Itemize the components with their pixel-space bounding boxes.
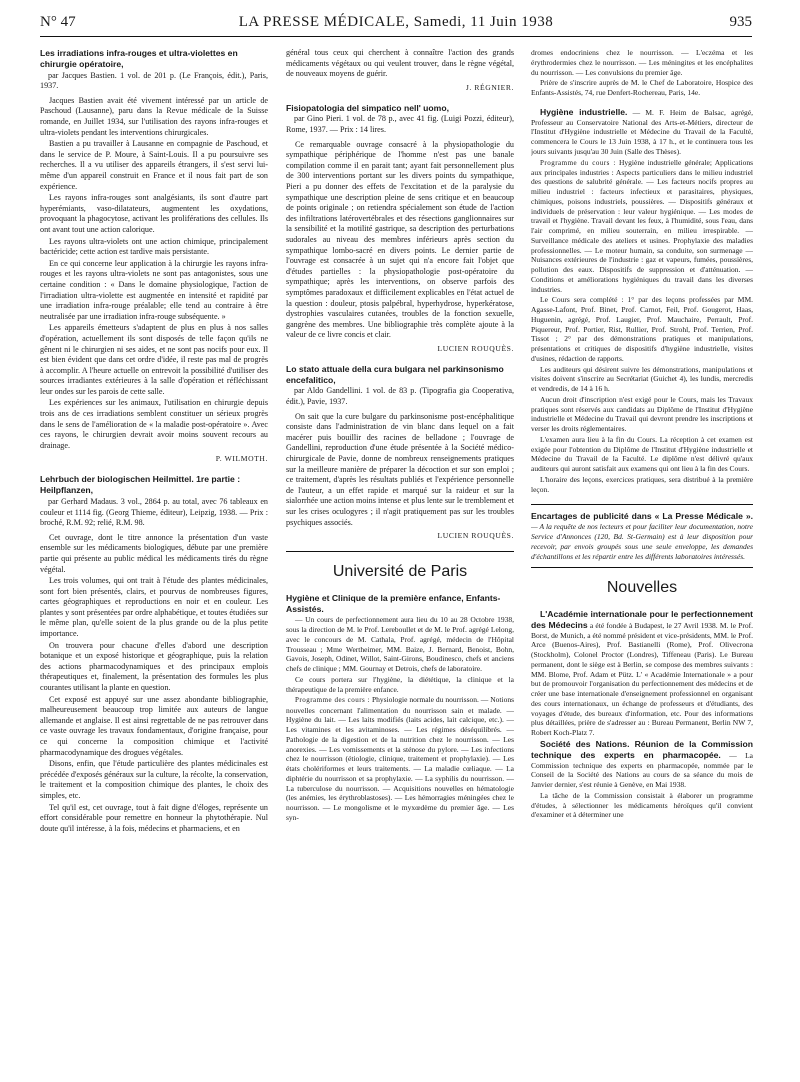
page-number: 935 (729, 14, 752, 30)
signature: P. WILMOTH. (215, 454, 268, 464)
program-label: Programme des cours : (295, 696, 371, 705)
paragraph: Aucun droit d'inscription n'est exigé pour le Cours, mais les Travaux pratiques sont réservés aux candidats au Diplôme de l'Institut d'Hygiène industrielle et Médecine du Travail qui devront prendre les inscriptions et verser les droits réglementaires. (531, 394, 753, 434)
news-paragraph: L'Académie internationale pour le perfectionnement des Médecins a été fondée à Budapest, le 27 Avril 1938. M. le Prof. Borst, de Munich, a été nommé président et vice-présidents, MM. le Prof. Arce (Buenos-Aires), Prof. Bastianelli (Rome), Prof. Olivecrona (Stockholm), Colonel Proctor (Londres), Tiffeneau (Paris). Le Bureau permanent, dont le siège est à Berlin, se compose des membres suivants : MM. Blome, Prof. Adam et Pütz. L' « Académie Internationale » a pour but de promouvoir l'organisation du perfectionnement des médecins et de créer une base internationale d'enseignement professionnel en organisant des cours internationaux, un échange de professeurs et d'étudiants, des voyages d'étude, des bureaux d'information, etc. Pour des informations plus détaillées, prière de s'adresser au : Bureau Permanent, Berlin NW 7, Robert Koch-Platz 7. (531, 609, 753, 738)
news-heading: Hygiène et Clinique de la première enfance, Enfants-Assistés. (286, 592, 501, 614)
news-heading: L'Académie internationale pour le perfectionnement des Médecins (531, 609, 753, 630)
news-paragraph: Hygiène industrielle. — M. F. Heim de Balsac, agrégé, Professeur au Conservatoire National des Arts-et-Métiers, directeur de l'Institut d'Hygiène industrielle et Médecine du Travail de la Faculté, commencera le Cours le 13 Juin 1938, à 17 h., et le continuera tous les jours suivants jusqu'au 30 Juin (Salle des Thèses). (531, 106, 753, 156)
signature: LUCIEN ROUQUÈS. (437, 343, 514, 353)
paragraph: Les appareils émetteurs s'adaptent de plus en plus à nos salles d'opération, actuellement ils sont disposés de telle façon qu'ils ne gênent ni le chirurgien ni ses aides, et ne sont pas nocifs pour eux. Il est bien évident que dans cet ordre d'idée, il reste pas mal de progrès à accomplir. A l'heure actuelle on entrevoit la possibilité d'utiliser des sources irradiantes extérieures à la salle d'opération et réfléchissant leur ondes sur les parois de cette salle. (40, 323, 268, 396)
paragraph: Les auditeurs qui désirent suivre les démonstrations, manipulations et visites doivent s'inscrire au Secrétariat (Guichet 4), les lundis, mercredis et vendredis, de 14 à 16 h. (531, 364, 753, 394)
column-3 (531, 48, 753, 1070)
paragraph: Prière de s'inscrire auprès de M. le Chef de Laboratoire, Hospice des Enfants-Assistés, 74, rue Denfert-Rochereau, Paris, 14e. (531, 78, 753, 97)
paragraph: Les trois volumes, qui ont trait à l'étude des plantes médicinales, sont fort bien présentés, clairs, et pourvus de nombreuses figures, cartes géographiques et reproductions en noir et en couleur. Les plantes y sont présentées par ordre alphabétique, et toutes étudiées sur le même plan, qu'elle soient de la plus grande ou de la plus petite importance. (40, 576, 268, 639)
program-paragraph (531, 158, 753, 295)
paragraph: Les rayons ultra-violets ont une action chimique, principalement bactéricide; cette action est tardive mais persistante. (40, 236, 268, 257)
review-title-cura-bulgara: Lo stato attuale della cura bulgara nel parkinsonismo encefalitico, (286, 363, 504, 385)
program-paragraph (286, 695, 514, 822)
paragraph: L'horaire des leçons, exercices pratiques, sera distribué à la première leçon. (531, 474, 753, 494)
paragraph: Disons, enfin, que l'étude particulière des plantes médicinales est précédée d'exposés généraux sur la culture, la récolte, la conservation, le traitement et la composition chimique des plantes, le choix des simples, etc. (40, 759, 268, 800)
notice-text: — A la requête de nos lecteurs et pour faciliter leur documentation, notre Service d'Annonces (120, Bd. St-Germain) est à leur disposition pour recevoir, par envois groupés sous une seule enveloppe, les demandes d'échantillons et les répartir entre les différents laboratoires intéressés. (531, 522, 753, 561)
notice-heading: Encartages de publicité dans « La Presse Médicale ». (531, 511, 753, 522)
paragraph: En ce qui concerne leur application à la chirurgie les rayons infra-rouges et les rayons ultra-violets ne sont pas antagonistes, sous une certaine condition : « Dans le domaine physiologique, l'action de l'irradiation ultra-violette est augmentée en intensité et rapidité par une irradiation infra-rouge préalable; elle tend au contraire à être neutralisée par une irradiation infra-rouge subséquente. » (40, 258, 268, 321)
running-header (40, 14, 752, 37)
signature: J. RÉGNIER. (465, 82, 514, 92)
news-heading: Hygiène industrielle. (540, 106, 628, 117)
column-2 (286, 48, 514, 1070)
paragraph: On trouvera pour chacune d'elles d'abord une description botanique et un exposé historique et géographique, puis la relation des actions pharmacodynamiques et des principaux emplois thérapeutiques et, finalement, la présentation des formules les plus courantes utilisant la plante en question. (40, 640, 268, 693)
paragraph: L'examen aura lieu à la fin du Cours. La réception à cet examen est exigée pour l'obtention du Diplôme de l'Institut d'Hygiène industrielle et Médecine du Travail de la Faculté. Le diplôme n'est délivré qu'aux auditeurs qui auront satisfait aux examens qui ont lieu à la fin des Cours. (531, 434, 753, 474)
paragraph: — Un cours de perfectionnement aura lieu du 10 au 28 Octobre 1938, sous la direction de M. le Prof. Lereboullet et de M. le Prof. agrégé Lelong, avec le concours de M. Cathala, Prof. agrégé, médecin de l'Hôpital Trousseau ; Mme Wertheimer, MM. Baize, J. Bernard, Benoist, Bohn, Gavois, Joseph, Odinet, Willot, Saint-Girons, Boudinesco, chefs et anciens chefs de clinique ; MM. Gournay et Detrois, chefs de laboratoire. (286, 615, 514, 674)
review-biblio: par Gino Pieri. 1 vol. de 78 p., avec 41 fig. (Luigi Pozzi, éditeur), Rome, 1937. — Prix : 14 lires. (286, 114, 514, 135)
review-title-lehrbuch: Lehrbuch der biologischen Heilmittel. 1re partie : Heilpflanzen, (40, 474, 241, 496)
program-text: Hygiène industrielle générale; Applications aux principales industries : Aspects particuliers dans le milieu industriel des questions de salubrité générale. — Les facteurs nocifs propres au milieu industriel : facteurs infectieux et parasitaires, physiques, chimiques, poisons industriels, poussières. — Dispositifs généraux et individuels de préservation : leur valeur hygiénique. — Les modes de travail et l'hygiène. Travail devant les feux, à l'humidité, sous l'eau, dans l'air comprimé, en milieu souterrain, en milieu irrespirable. — Surveillance médicale des ateliers et usines. Prophylaxie des maladies professionnelles. — Le moteur humain, sa conduite, son surmenage — Nuisances extérieures de l'industrie : gaz et vapeurs, fumées, poussières, pollution des eaux. Dispositifs de suppression et d'atténuation. — Conditions et améliorations hygiéniques du travail dans les diverses industries. (531, 157, 753, 294)
paragraph: La tâche de la Commission consistait à élaborer un programme d'études, à sélectionner les médicaments héroïques qu'il convient d'examiner et à déterminer une (531, 790, 753, 820)
signature: LUCIEN ROUQUÈS. (437, 531, 514, 541)
paragraph: Ce cours portera sur l'hygiène, la diététique, la clinique et la thérapeutique de la première enfance. (286, 674, 514, 694)
section-title-universite: Université de Paris (332, 563, 468, 581)
paragraph: Cet exposé est appuyé sur une assez abondante bibliographie, malheureusement beaucoup trop limitée aux auteurs de langue allemande et anglaise. Il est ainsi regrettable de ne pas retrouver dans ce vaste ouvrage les travaux fondamentaux, d'origine française, pour ce qui concerne la composition chimique et l'activité pharmacodynamique des drogues végétales. (40, 694, 268, 757)
program-text: Physiologie normale du nourrisson. — Notions nouvelles concernant l'alimentation du nourrisson sain et malade. — Hygiène du lait. — Les laits modifiés (laits acides, lait calcique, etc.). — Les vitamines et les avitaminoses. — Les régimes déséquilibrés. — Pathologie de la digestion et de la nutrition chez le nourrisson. — Les anorexies. — Les vomissements et la sténose du pylore. — Les infections chez le nourrisson (étiologie, clinique, traitement et prophylaxie). — Les états cholériformes et leurs traitements. — La maladie cœliaque. — La diphtérie du nourrisson et sa prophylaxie. — La syphilis du nourrisson. — La tuberculose du nourrisson. — Acquisitions nouvelles en hématologie (les anémies, les érythroblastoses). — Les hémorragies méningées chez le nourrisson. — Le mongolisme et le myxœdème du premier âge. — Les syn- (286, 695, 514, 822)
paragraph: général tous ceux qui cherchent à connaître l'action des grands médicaments végétaux ou qui veulent trouver, dans le règne végétal, de nouveaux moyens de guérir. (286, 48, 514, 79)
news-heading: Société des Nations. Réunion de la Commission technique des experts en pharmacopée. (531, 738, 753, 760)
review-title-fisiopatologia: Fisiopatologia del simpatico nell' uomo, (286, 102, 449, 113)
paragraph: Le Cours sera complété : 1° par des leçons professées par MM. Agasse-Lafont, Prof. Binet, Prof. Carnot, Feil, Prof. Gougerot, Haas, Huguenin, agrégé, Prof. Laugier, Prof. Mauchaire, Perrault, Prof. Piquereur, Prof. Portier, Rist, Rullier, Prof. Strohl, Prof. Terrien, Prof. Tissot ; 2° par des démonstrations pratiques et manipulations, présentations et critiques de dispositifs d'hygiène industrielle, visites d'usines, rédaction de rapports. (531, 295, 753, 363)
news-paragraph: Société des Nations. Réunion de la Commission technique des experts en pharmacopée. — La Commission technique des experts en pharmacopée, nommée par le Conseil de la Société des Nations au cours de sa séance du mois de Janvier dernier, s'est réunie à Genève, en Mai 1938. (531, 738, 753, 790)
paragraph: Les rayons infra-rouges sont analgésiants, ils sont d'autre part hyperémiants, vaso-dilatateurs, augmentent les oxydations, provoquant la phagocytose, activant les proliférations des cellules. Ils ont avant tout une action calorique. (40, 193, 268, 234)
column-1 (40, 48, 268, 1070)
paragraph: Les expériences sur les animaux, l'utilisation en chirurgie depuis trois ans de ces irradiations semblent constituer un sérieux progrès dans le sens de l'amélioration de « la maladie post-opératoire ». Avec ces rayons, le chirurgien devrait avoir moins souvent recours au drainage. (40, 398, 268, 450)
section-title-nouvelles: Nouvelles (606, 579, 678, 597)
program-label: Programme du cours : (540, 158, 616, 167)
review-title-irradiations: Les irradiations infra-rouges et ultra-violettes en chirurgie opératoire, (40, 48, 238, 69)
paragraph: On sait que la cure bulgare du parkinsonisme post-encéphalitique consiste dans l'administration de vin blanc dans lequel on a fait macérer puis bouillir des racines de belladone ; l'ouvrage de Gandellini, reproduction d'une étude présentée à la Société médico-chirurgicale de Pavie, donne de nombreux renseignements pratiques sur la meilleure manière de préparer la décoction et sur son emploi ; ce traitement, d'après les résultats publiés et l'expérience personnelle de l'auteur, a un effet rapide et marqué sur la raideur et sur la sialorrhée une action moins intense et plus lente sur le tremblement et sur les crises oculogyres ; il n'agit pratiquement pas sur les troubles psychiques associés. (286, 411, 514, 527)
advertising-notice (531, 504, 753, 568)
section-divider (286, 551, 514, 552)
paragraph: dromes endocriniens chez le nourrisson. — L'eczéma et les érythrodermies chez le nourrisson. — Les méningites et les encéphalites du nourrisson. — Les convulsions du premier âge. (531, 48, 753, 77)
issue-number: N° 47 (40, 14, 76, 30)
review-biblio: par Gerhard Madaus. 3 vol., 2864 p. au total, avec 76 tableaux en couleur et 1114 fig. (Georg Thieme, éditeur), Leipzig, 1938. — Prix : broché, R.M. 92; relié, R.M. 98. (40, 496, 268, 528)
review-biblio: par Aldo Gandellini. 1 vol. de 83 p. (Tipografia gia Cooperativa, édit.), Pavie, 1937. (286, 386, 514, 407)
review-biblio: par Jacques Bastien. 1 vol. de 201 p. (Le François, édit.), Paris, 1937. (40, 70, 268, 91)
paragraph: Cet ouvrage, dont le titre annonce la présentation d'un vaste ensemble sur les médicaments biologiques, débute par une première partie qui présente au public médical les médicaments tirés du règne végétal. (40, 532, 268, 574)
journal-title: LA PRESSE MÉDICALE, Samedi, 11 Juin 1938 (238, 14, 554, 30)
paragraph: Jacques Bastien avait été vivement intéressé par un article de Paschoud (Lausanne), paru dans la Revue médicale de la Suisse romande, en Juillet 1934, sur l'utilisation des rayons infra-rouges et ultra-violets pendant les interventions chirurgicales. (40, 95, 268, 137)
paragraph: Bastien a pu travailler à Lausanne en compagnie de Paschoud, et dans le service de P. Moure, à Saint-Louis. Il a pu poursuivre ses recherches. Il a vu utiliser des appareils étrangers, il s'est servi lui-même d'un appareil construit en France et il nous fait part de son expérience. (40, 139, 268, 191)
paragraph: Tel qu'il est, cet ouvrage, tout à fait digne d'éloges, représente un effort considérable pour remettre en honneur la phytothérapie. Nul doute qu'il intéresse, à la fois, médecins et pharmaciens, et en (40, 802, 268, 833)
paragraph: Ce remarquable ouvrage consacré à la physiopathologie du sympathique périphérique de l'homme n'est pas une banale compilation comme il en parait tant; ayant fait personnellement plus de 300 interventions portant sur les divers points du sympathique, Pieri a pu donner des effets de l'excitation et de la paralysie du sympathique une description pleine de sens critique et en beaucoup de points originale ; on retiendra spécialement son étude de l'action des infiltrations latérovertébrales et des résections ganglionnaires sur la sensibilité et la motilité gastrique, sa description des perturbations sudorales au niveau des membres inférieurs après section du sympathique lombo-sacré en divers points. Le dernier partie de l'ouvrage est consacrée à un sujet qui n'a encore fait l'objet que d'études partielles : la physiopathologie post-opératoire du sympathique; après les interventions, on observe parfois des symptômes paradoxaux et difficilement explicables en l'état actuel de la question : douleur, ptosis palpébral, hyperhydrose, hyperkératose, dystrophies vasculaires cutanées, troubles de la fonction sexuelle, gangrène des membres. Une bibliographie très complète ajoute à la valeur de ce livre concis et clair. (286, 139, 514, 340)
